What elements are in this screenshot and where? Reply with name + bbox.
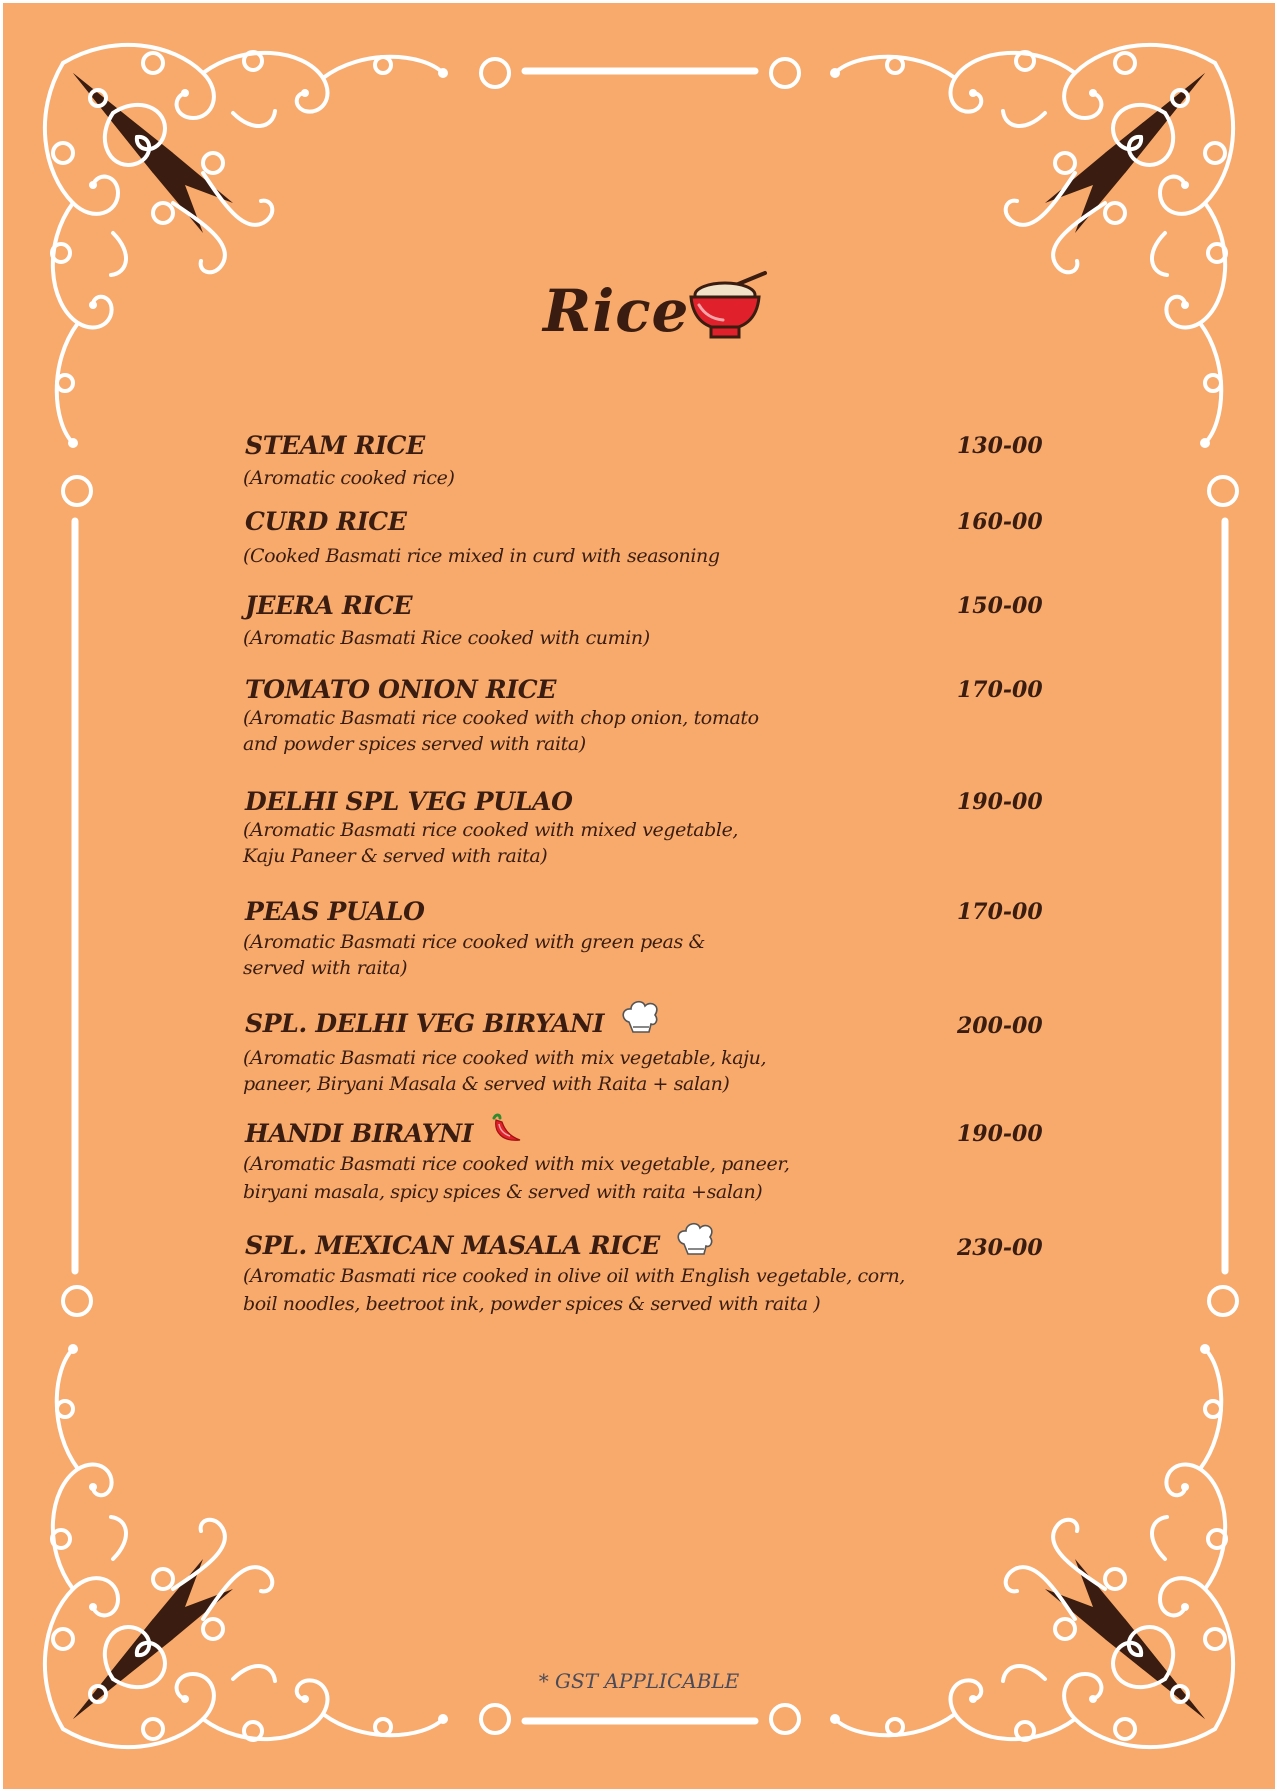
item-description xyxy=(243,705,759,757)
item-name: CURD RICE xyxy=(245,507,407,536)
item-price: 130-00 xyxy=(957,433,1043,459)
item-description-line: (Aromatic Basmati rice cooked with mix vegetable, kaju, xyxy=(243,1047,767,1069)
page-title: Rice xyxy=(543,277,690,345)
item-price: 190-00 xyxy=(957,1121,1043,1147)
item-description-line: (Aromatic Basmati rice cooked with chop onion, tomato xyxy=(243,707,759,729)
item-description-line: (Aromatic Basmati rice cooked in olive oil with English vegetable, corn, xyxy=(243,1265,905,1287)
item-description xyxy=(243,543,720,569)
item-name: TOMATO ONION RICE xyxy=(245,675,557,704)
menu-page xyxy=(3,3,1275,1789)
item-description-line: (Cooked Basmati rice mixed in curd with seasoning xyxy=(243,545,720,567)
item-description xyxy=(243,929,705,981)
item-name: HANDI BIRAYNI xyxy=(245,1119,474,1148)
item-name: SPL. DELHI VEG BIRYANI xyxy=(245,1009,605,1038)
item-price: 190-00 xyxy=(957,789,1043,815)
item-description xyxy=(243,625,650,651)
item-name: JEERA RICE xyxy=(245,591,413,620)
chili-pepper-icon xyxy=(488,1112,524,1146)
item-description xyxy=(243,1263,905,1317)
item-description-line: paneer, Biryani Masala & served with Raita + salan) xyxy=(243,1073,730,1095)
item-price: 170-00 xyxy=(957,677,1043,703)
item-description-line: (Aromatic Basmati Rice cooked with cumin) xyxy=(243,627,650,649)
item-description xyxy=(243,817,738,869)
item-description xyxy=(243,1045,766,1097)
item-name-row xyxy=(245,1231,716,1260)
rice-bowl-icon xyxy=(683,265,773,345)
chef-hat-icon xyxy=(674,1220,716,1258)
item-description xyxy=(243,1151,790,1205)
item-description-line: boil noodles, beetroot ink, powder spices & served with raita ) xyxy=(243,1293,821,1315)
item-price: 160-00 xyxy=(957,509,1043,535)
item-name: PEAS PUALO xyxy=(245,897,425,926)
item-description-line: (Aromatic Basmati rice cooked with green peas & xyxy=(243,931,705,953)
item-description-line: (Aromatic cooked rice) xyxy=(243,467,455,489)
item-description-line: served with raita) xyxy=(243,957,408,979)
item-price: 230-00 xyxy=(957,1235,1043,1261)
menu-header xyxy=(3,265,1275,355)
item-price: 150-00 xyxy=(957,593,1043,619)
item-price: 200-00 xyxy=(957,1013,1043,1039)
item-description-line: Kaju Paneer & served with raita) xyxy=(243,845,548,867)
item-description-line: (Aromatic Basmati rice cooked with mixed vegetable, xyxy=(243,819,739,841)
chef-hat-icon xyxy=(619,998,661,1036)
item-description-line: biryani masala, spicy spices & served with raita +salan) xyxy=(243,1181,763,1203)
gst-note: * GST APPLICABLE xyxy=(538,1669,740,1693)
item-description xyxy=(243,465,455,491)
item-name: SPL. MEXICAN MASALA RICE xyxy=(245,1231,660,1260)
item-name: STEAM RICE xyxy=(245,431,425,460)
item-price: 170-00 xyxy=(957,899,1043,925)
item-description-line: and powder spices served with raita) xyxy=(243,733,586,755)
item-name: DELHI SPL VEG PULAO xyxy=(245,787,573,816)
item-name-row xyxy=(245,1009,661,1038)
item-description-line: (Aromatic Basmati rice cooked with mix vegetable, paneer, xyxy=(243,1153,790,1175)
item-name-row xyxy=(245,1119,524,1148)
